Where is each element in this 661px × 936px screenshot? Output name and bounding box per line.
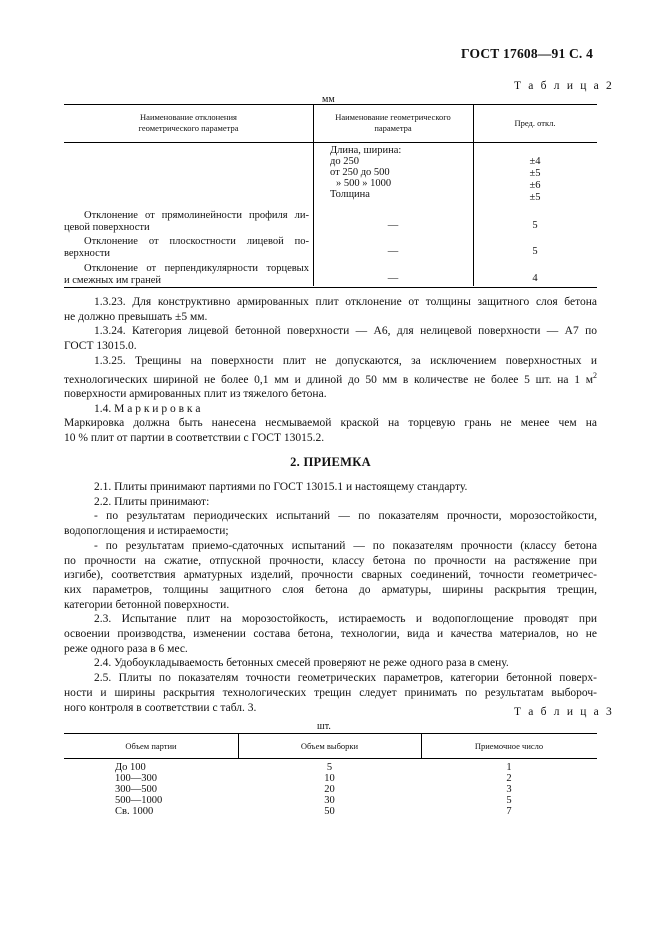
table-3-header-sample: Объем выборки xyxy=(300,741,359,751)
table-3-cell: 5 xyxy=(506,795,512,806)
tolerance-value: ±5 xyxy=(529,192,541,203)
table-3-cell: 3 xyxy=(506,784,512,795)
para-1-4-line-1: Маркировка должна быть нанесена несмываемой краской на торцевую грань не менее чем на xyxy=(64,417,597,430)
table-2-header-rule xyxy=(64,142,597,143)
table-2-row-2-name-line-2: верхности xyxy=(64,248,111,259)
para-1-4-heading: М а р к и р о в к а xyxy=(114,402,201,415)
para-2-5-line-2: ности и ширины раскрытия технологических трещин следует принимать по результатам выбороч- xyxy=(64,686,597,699)
para-1-3-24-line-2: ГОСТ 13015.0. xyxy=(64,340,137,353)
para-1-3-25-line-2 xyxy=(64,369,597,388)
table-2-header-tolerance: Пред. откл. xyxy=(514,118,556,128)
table-2-header-parameter: Наименование геометрического параметра xyxy=(335,112,451,133)
page-header: ГОСТ 17608—91 С. 4 xyxy=(461,46,594,61)
para-1-3-25-line-2-text: технологических шириной не более 0,1 мм и длиной до 50 мм в количестве не более 5 шт. на 1 м xyxy=(64,373,593,386)
table-3-cell: До 100 xyxy=(115,762,146,773)
table-3-cell: Св. 1000 xyxy=(115,806,154,817)
para-2-4: 2.4. Удобоукладываемость бетонных смесей проверяют не реже одного раза в смену. xyxy=(94,657,509,670)
table-2-row-3-name-line-1: Отклонение от перпендикулярности торцевых xyxy=(84,263,309,274)
para-2-1: 2.1. Плиты принимают партиями по ГОСТ 13015.1 и настоящему стандарту. xyxy=(94,481,468,493)
table-2-row-3-value: 4 xyxy=(532,273,538,284)
table-2-bottom-rule xyxy=(64,287,597,288)
tolerance-value: ±5 xyxy=(529,168,541,179)
para-1-4-number: 1.4. xyxy=(94,402,112,415)
superscript: 2 xyxy=(593,370,597,380)
bullet-1-line-2: водопоглощения и истираемости; xyxy=(64,525,229,538)
para-1-4-line-2: 10 % плит от партии в соответствии с ГОСТ 13015.2. xyxy=(64,432,325,445)
table-2-unit: мм xyxy=(322,94,335,105)
table-2-row-1-name-line-2: цевой поверхности xyxy=(64,222,150,233)
table-3-col-sample xyxy=(238,762,421,817)
table-2-row-2-value: 5 xyxy=(532,246,538,257)
table-3-caption: Т а б л и ц а 3 xyxy=(514,706,615,718)
body-section-1 xyxy=(64,295,597,446)
table-3-header-rule xyxy=(64,758,597,759)
table-3-header-lot: Объем партии xyxy=(125,741,177,751)
param-label: до 250 xyxy=(330,156,359,167)
table-3-cell: 50 xyxy=(324,806,335,817)
table-2-row-2-param: — xyxy=(387,246,399,257)
bullet-2-line-2: по прочности на сжатие, отпускной прочности, классу бетона по прочности на растяжение при xyxy=(64,554,597,567)
para-1-4-title xyxy=(64,402,597,417)
para-1-3-25-line-1: 1.3.25. Трещины на поверхности плит не допускаются, за исключением поверхностных и xyxy=(94,354,597,367)
table-2-group-params xyxy=(330,145,470,200)
param-label: от 250 до 500 xyxy=(330,167,390,178)
bullet-2-line-1: - по результатам приемо-сдаточных испытаний — по показателям прочности (классу бетона xyxy=(94,539,597,552)
table-3-cell: 100—300 xyxy=(115,773,157,784)
para-1-3-25-line-3: поверхности армированных плит из тяжелого бетона. xyxy=(64,388,327,401)
bullet-1-line-1: - по результатам периодических испытаний — по показателям прочности, морозостойкости, xyxy=(94,510,597,523)
table-3-unit: шт. xyxy=(317,721,331,732)
param-label: Длина, ширина: xyxy=(330,145,402,156)
table-2-row-1-value: 5 xyxy=(532,220,538,231)
table-3-cell: 30 xyxy=(324,795,335,806)
table-3-cell: 7 xyxy=(506,806,512,817)
bullet-2-line-5: категории бетонной поверхности. xyxy=(64,598,230,611)
para-1-3-23-line-2: не должно превышать ±5 мм. xyxy=(64,310,208,323)
para-2-3-line-3: реже одного раза в 6 мес. xyxy=(64,642,188,655)
table-2-row-1-name-line-1: Отклонение от прямолинейности профиля ли- xyxy=(84,210,309,221)
table-2-row-3-param: — xyxy=(387,273,399,284)
table-2-caption: Т а б л и ц а 2 xyxy=(514,80,615,92)
table-3-top-rule xyxy=(64,733,597,734)
table-2-top-rule xyxy=(64,104,597,105)
table-3-header-acceptance: Приемочное число xyxy=(474,741,544,751)
body-section-2 xyxy=(64,480,597,715)
table-2-row-2-name-line-1: Отклонение от плоскостности лицевой по- xyxy=(84,236,309,247)
table-3-cell: 1 xyxy=(506,762,512,773)
bullet-2-line-3: изгибе), соответствия арматурных изделий, прочности сварных соединений, точности геометричес- xyxy=(64,569,597,582)
tolerance-value: ±4 xyxy=(529,156,541,167)
table-2-row-1-param: — xyxy=(387,220,399,231)
section-2-title: 2. ПРИЕМКА xyxy=(290,455,371,469)
table-3-col-acceptance xyxy=(421,762,597,817)
table-3-cell: 5 xyxy=(326,762,333,773)
param-label: Толщина xyxy=(330,189,370,200)
para-1-3-24-line-1: 1.3.24. Категория лицевой бетонной поверхности — А6, для нелицевой поверхности — А7 по xyxy=(94,325,597,338)
para-2-2: 2.2. Плиты принимают: xyxy=(94,495,210,508)
table-3-cell: 2 xyxy=(506,773,512,784)
para-2-3-line-1: 2.3. Испытание плит на морозостойкость, истираемость и водопоглощение проводят при xyxy=(94,613,597,626)
tolerance-value: ±6 xyxy=(529,180,541,191)
para-2-3-line-2: освоении производства, изменении состава бетона, технологии, вида и качества материалов, но не xyxy=(64,628,597,641)
table-3-cell: 20 xyxy=(324,784,335,795)
table-3-cell: 500—1000 xyxy=(115,795,163,806)
para-2-5-line-1: 2.5. Плиты по показателям точности геометрических параметров, категории бетонной поверх- xyxy=(94,672,597,685)
para-1-3-23-line-1: 1.3.23. Для конструктивно армированных плит отклонение от толщины защитного слоя бетона xyxy=(94,296,597,308)
bullet-2-line-4: ких параметров, толщины защитного слоя бетона до арматуры, ширины раскрытия трещин, xyxy=(64,583,597,596)
table-2-header-deviation: Наименование отклонения геометрического параметра xyxy=(138,112,239,133)
table-2-row-3-name-line-2: и смежных им граней xyxy=(64,275,162,286)
param-label: » 500 » 1000 xyxy=(336,178,392,189)
table-3-cell: 10 xyxy=(324,773,335,784)
table-2-group-values xyxy=(473,156,597,204)
table-3-col-lot xyxy=(115,762,162,817)
para-2-5-line-3: ного контроля в соответствии с табл. 3. xyxy=(64,701,257,714)
table-3-cell: 300—500 xyxy=(115,784,157,795)
